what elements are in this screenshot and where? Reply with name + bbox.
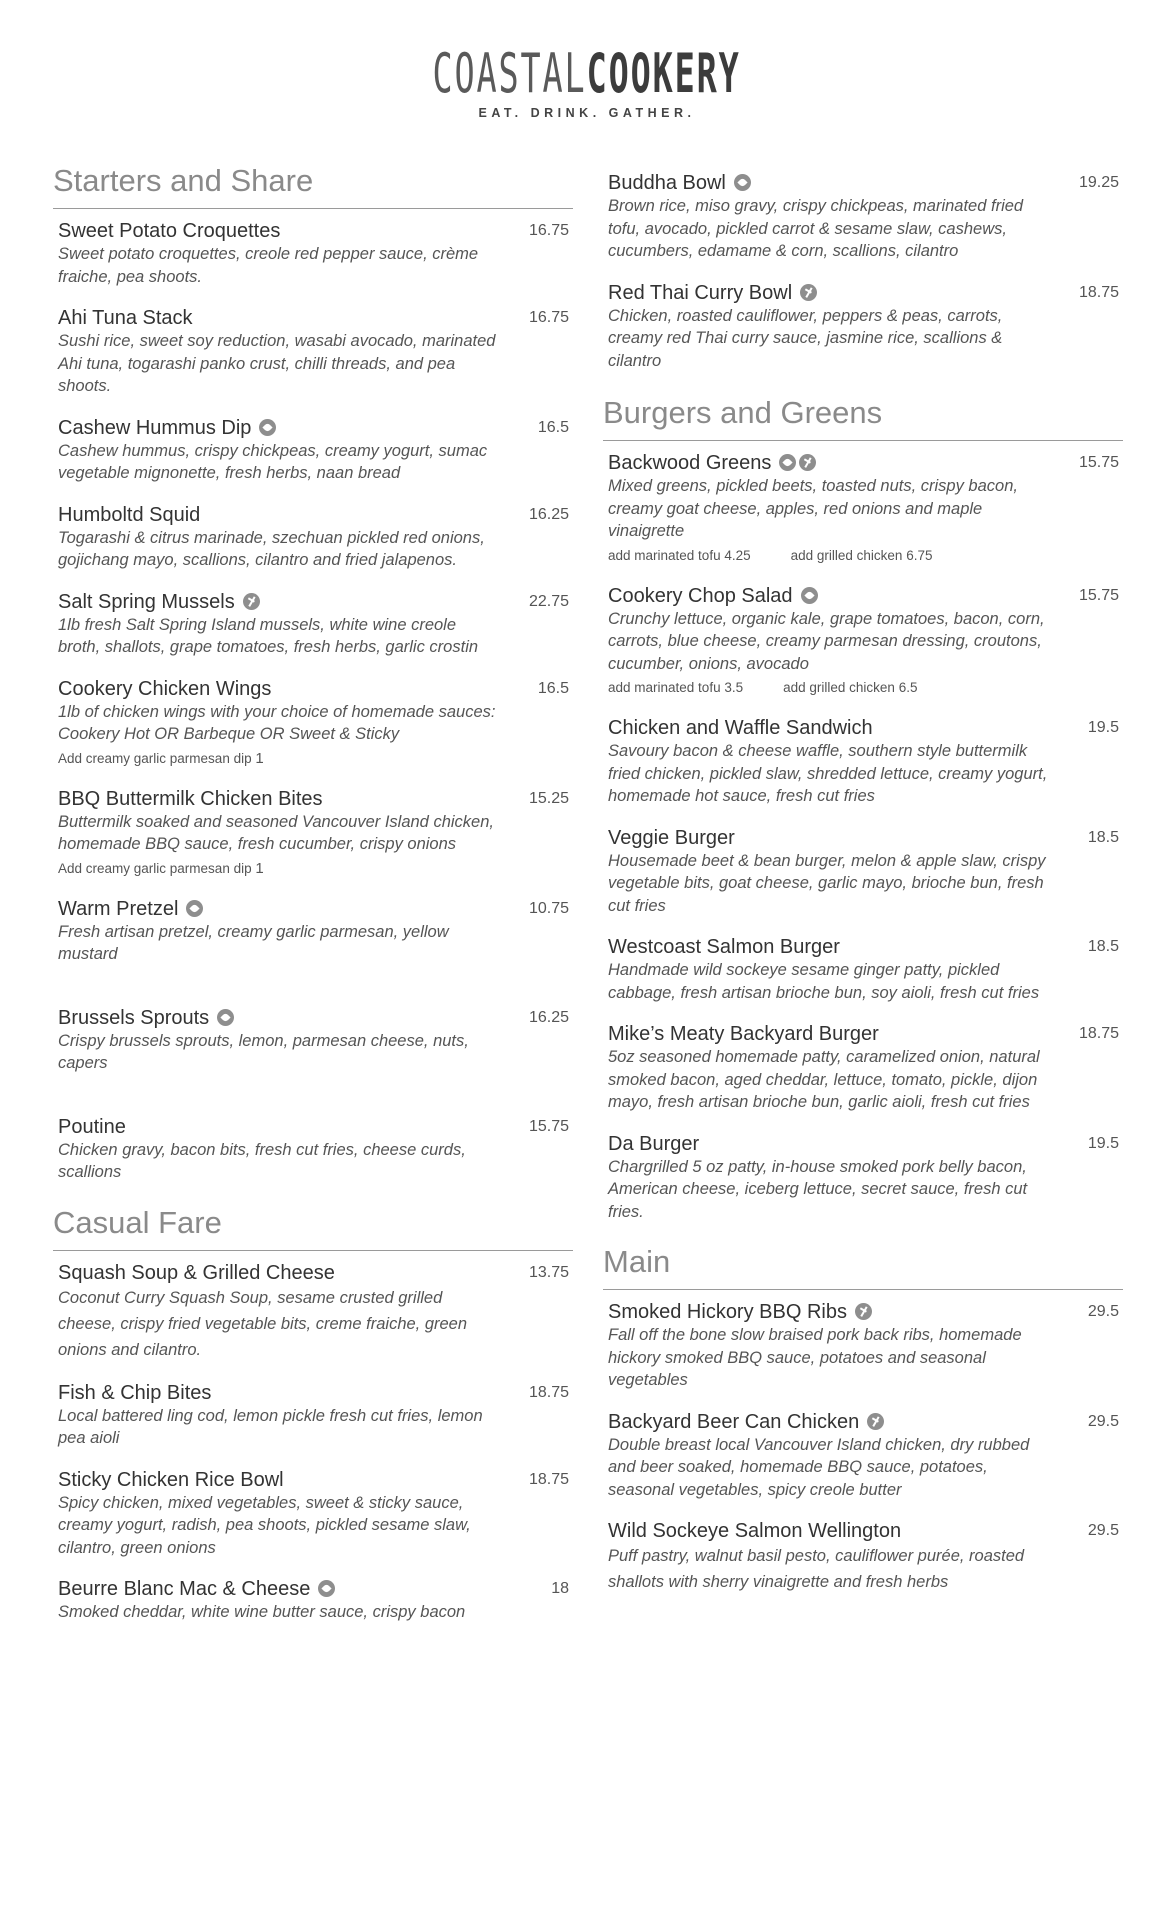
item-price: 15.75: [1078, 586, 1119, 604]
item-name: Sticky Chicken Rice Bowl: [58, 1468, 284, 1491]
item-description: Fall off the bone slow braised pork back ribs, homemade hickory smoked BBQ sauce, potatoes and seasonal vegetables: [608, 1326, 1022, 1389]
menu-item: [53, 1468, 573, 1560]
item-price: 15.25: [528, 789, 569, 807]
item-name: Smoked Hickory BBQ Ribs: [608, 1301, 847, 1323]
section-title: Casual Fare: [53, 1202, 573, 1251]
item-description: Spicy chicken, mixed vegetables, sweet & sticky sauce, creamy yogurt, radish, pea shoots, pickled sesame slaw, cilantro, green onions: [58, 1493, 471, 1557]
item-name: Westcoast Salmon Burger: [608, 936, 840, 958]
right-column: [603, 160, 1123, 1613]
item-price: 18.5: [1087, 938, 1119, 955]
item-name: Red Thai Curry Bowl: [608, 281, 793, 304]
section-title: Burgers and Greens: [603, 392, 1123, 441]
item-name: Humboltd Squid: [58, 503, 201, 526]
item-name-row: [58, 897, 569, 921]
item-price: 18.75: [1078, 283, 1119, 301]
item-name: Buddha Bowl: [608, 172, 726, 194]
gluten-free-icon: [800, 284, 817, 301]
menu-item: [603, 1022, 1123, 1114]
gluten-free-icon: [855, 1303, 872, 1320]
item-name: Ahi Tuna Stack: [58, 307, 193, 329]
item-price: 29.5: [1087, 1522, 1119, 1539]
item-name: Mike’s Meaty Backyard Burger: [608, 1023, 879, 1045]
item-price: 16.5: [537, 679, 569, 697]
leaf-icon: [779, 454, 796, 471]
item-description: Smoked cheddar, white wine butter sauce, crispy bacon: [58, 1603, 466, 1621]
item-name-row: [608, 1410, 1119, 1434]
addon-price: 1: [255, 859, 264, 877]
menu-item: [603, 171, 1123, 263]
brand-tagline: EAT. DRINK. GATHER.: [478, 106, 696, 120]
section-starters: [53, 160, 573, 1184]
item-price: 29.5: [1087, 1303, 1119, 1320]
item-description: Housemade beet & bean burger, melon & apple slaw, crispy vegetable bits, goat cheese, garlic mayo, brioche bun, fresh cut fries: [608, 851, 1046, 915]
item-name-row: [608, 584, 1119, 608]
item-name: Da Burger: [608, 1132, 700, 1155]
item-name: Sweet Potato Croquettes: [58, 220, 281, 242]
menu-item: [603, 1410, 1123, 1502]
menu-item: [53, 1577, 573, 1624]
section-burgers: [603, 392, 1123, 1223]
item-name: Brussels Sprouts: [58, 1006, 210, 1029]
addon-label: add grilled chicken: [783, 680, 895, 695]
menu-item: [603, 584, 1123, 699]
menu-item: [53, 306, 573, 398]
gluten-free-icon: [799, 454, 816, 471]
brand-title-bold: COOKERY: [587, 42, 742, 105]
item-description: Brown rice, miso gravy, crispy chickpeas, marinated fried tofu, avocado, pickled carrot & sesame slaw, cashews, cucumbers, edamame & corn, scallions, cilantro: [608, 197, 1024, 260]
item-description: Coconut Curry Squash Soup, sesame crusted grilled cheese, crispy fried vegetable bits, creme fraiche, green onions and cilantro.: [58, 1288, 468, 1359]
item-price: 15.75: [1078, 454, 1119, 471]
addon-price: 4.25: [724, 547, 751, 563]
menu-item: [53, 1006, 573, 1075]
menu-item: [53, 1115, 573, 1184]
addon-label: Add creamy garlic parmesan dip: [58, 860, 252, 876]
menu-item: [603, 935, 1123, 1004]
item-name: Cashew Hummus Dip: [58, 416, 252, 439]
item-description: Togarashi & citrus marinade, szechuan pickled red onions, gojichang mayo, scallions, cilantro and fried jalapenos.: [58, 528, 485, 569]
item-name: Beurre Blanc Mac & Cheese: [58, 1578, 311, 1600]
item-price: 13.75: [528, 1263, 569, 1281]
item-price: 16.25: [528, 505, 569, 523]
item-description: Sweet potato croquettes, creole red pepper sauce, crème fraiche, pea shoots.: [58, 245, 479, 286]
item-price: 16.75: [528, 222, 569, 239]
addon-price: 1: [255, 749, 264, 767]
brand-title: [433, 44, 741, 104]
item-price: 18.75: [528, 1470, 569, 1488]
item-price: 18.75: [528, 1383, 569, 1401]
item-price: 22.75: [528, 592, 569, 610]
item-name: Chicken and Waffle Sandwich: [608, 717, 873, 739]
item-name-row: [608, 1300, 1119, 1324]
section-bowls: [603, 171, 1123, 372]
item-description: Local battered ling cod, lemon pickle fresh cut fries, lemon pea aioli: [58, 1406, 483, 1447]
item-price: 19.5: [1087, 719, 1119, 736]
menu-item: [53, 590, 573, 659]
item-price: 19.25: [1078, 174, 1119, 191]
leaf-icon: [186, 900, 203, 917]
addon-label: add grilled chicken: [790, 547, 903, 563]
item-price: 16.5: [537, 418, 569, 436]
item-name-row: [58, 416, 569, 440]
menu-item: [603, 826, 1123, 918]
item-addon: [608, 546, 1119, 566]
menu-item: [603, 1132, 1123, 1224]
item-name-row: [608, 171, 1119, 195]
item-name: Poutine: [58, 1115, 126, 1138]
menu-item: [53, 1381, 573, 1450]
brand-title-light: COASTAL: [432, 42, 587, 105]
item-name-row: [58, 1006, 569, 1030]
item-description: Buttermilk soaked and seasoned Vancouver Island chicken, homemade BBQ sauce, fresh cucumber, crispy onions: [58, 812, 494, 853]
item-name: Cookery Chop Salad: [608, 584, 793, 607]
item-description: Double breast local Vancouver Island chicken, dry rubbed and beer soaked, homemade BBQ sauce, potatoes, seasonal vegetables, spicy creole butter: [608, 1435, 1030, 1499]
item-price: 16.25: [528, 1008, 569, 1026]
menu-item: [53, 503, 573, 572]
item-name: Cookery Chicken Wings: [58, 677, 272, 700]
item-price: 19.5: [1087, 1134, 1119, 1152]
menu-item: [603, 281, 1123, 373]
menu-item: [603, 716, 1123, 808]
item-description: Cashew hummus, crispy chickpeas, creamy yogurt, sumac vegetable mignonette, fresh herbs, naan bread: [58, 441, 488, 482]
item-name: Backwood Greens: [608, 452, 772, 474]
menu-item: [53, 897, 573, 966]
item-price: 29.5: [1087, 1412, 1119, 1430]
leaf-icon: [801, 587, 818, 604]
item-price: 10.75: [528, 899, 569, 917]
item-addon: [608, 678, 1119, 698]
item-name-row: [58, 1577, 569, 1601]
left-column: [53, 160, 573, 1642]
item-name-row: [608, 281, 1119, 305]
item-description: Handmade wild sockeye sesame ginger patty, pickled cabbage, fresh artisan brioche bun, soy aioli, fresh cut fries: [608, 961, 1040, 1002]
menu-item: [53, 677, 573, 769]
item-price: 18.5: [1087, 828, 1119, 846]
gluten-free-icon: [243, 593, 260, 610]
item-description: Sushi rice, sweet soy reduction, wasabi avocado, marinated Ahi tuna, togarashi panko crust, chilli threads, and pea shoots.: [58, 332, 496, 395]
item-price: 15.75: [528, 1117, 569, 1135]
item-description: Crunchy lettuce, organic kale, grape tomatoes, bacon, corn, carrots, blue cheese, creamy parmesan dressing, croutons, cucumber, onions, avocado: [608, 609, 1045, 673]
item-price: 16.75: [528, 309, 569, 326]
item-name: Wild Sockeye Salmon Wellington: [608, 1520, 902, 1542]
item-description: Mixed greens, pickled beets, toasted nuts, crispy bacon, creamy goat cheese, apples, red onions and maple vinaigrette: [608, 477, 1018, 540]
addon-label: Add creamy garlic parmesan dip: [58, 750, 252, 766]
leaf-icon: [318, 1580, 335, 1597]
item-description: Fresh artisan pretzel, creamy garlic parmesan, yellow mustard: [58, 922, 449, 963]
section-title: Main: [603, 1241, 1123, 1290]
menu-item: [603, 1519, 1123, 1595]
leaf-icon: [734, 174, 751, 191]
menu-item: [53, 219, 573, 288]
item-description: 5oz seasoned homemade patty, caramelized onion, natural smoked bacon, aged cheddar, lettuce, tomato, pickle, dijon mayo, fresh artisan brioche bun, garlic aioli, fresh cut fries: [608, 1048, 1040, 1111]
addon-price: 6.5: [898, 680, 918, 695]
item-description: Savoury bacon & cheese waffle, southern style buttermilk fried chicken, pickled slaw, shredded lettuce, creamy yogurt, homemade hot sauce, fresh cut fries: [608, 742, 1048, 805]
menu-item: [53, 416, 573, 485]
item-description: Crispy brussels sprouts, lemon, parmesan cheese, nuts, capers: [58, 1031, 469, 1072]
item-price: 18.75: [1078, 1025, 1119, 1042]
item-name: Fish & Chip Bites: [58, 1381, 212, 1404]
section-casual: [53, 1202, 573, 1624]
addon-label: add marinated tofu: [608, 680, 721, 695]
item-addon: [58, 859, 569, 879]
menu-item: [603, 451, 1123, 566]
item-name: Backyard Beer Can Chicken: [608, 1410, 860, 1433]
addon-price: 6.75: [906, 547, 933, 563]
item-description: 1lb fresh Salt Spring Island mussels, white wine creole broth, shallots, grape tomatoes, fresh herbs, garlic crostin: [58, 615, 479, 656]
leaf-icon: [259, 419, 276, 436]
item-description: 1lb of chicken wings with your choice of homemade sauces: Cookery Hot OR Barbeque OR Sweet & Sticky: [58, 702, 496, 743]
item-name: Veggie Burger: [608, 826, 735, 849]
item-name: BBQ Buttermilk Chicken Bites: [58, 787, 323, 810]
item-price: 18: [551, 1580, 569, 1597]
item-description: Puff pastry, walnut basil pesto, cauliflower purée, roasted shallots with sherry vinaigrette and fresh herbs: [608, 1547, 1025, 1591]
item-description: Chargrilled 5 oz patty, in-house smoked pork belly bacon, American cheese, iceberg lettuce, secret sauce, fresh cut fries.: [608, 1157, 1028, 1221]
item-name-row: [608, 451, 1119, 475]
menu-item: [603, 1300, 1123, 1392]
item-description: Chicken, roasted cauliflower, peppers & peas, carrots, creamy red Thai curry sauce, jasmine rice, scallions & cilantro: [608, 306, 1003, 370]
item-description: Chicken gravy, bacon bits, fresh cut fries, cheese curds, scallions: [58, 1140, 466, 1181]
section-title: Starters and Share: [53, 160, 573, 209]
addon-price: 3.5: [724, 680, 744, 695]
menu-item: [53, 787, 573, 879]
menu-item: [53, 1261, 573, 1363]
section-main: [603, 1241, 1123, 1595]
brand-logo: [0, 44, 1174, 120]
item-addon: [58, 749, 569, 769]
item-name: Warm Pretzel: [58, 897, 179, 920]
item-name: Squash Soup & Grilled Cheese: [58, 1261, 335, 1284]
addon-label: add marinated tofu: [608, 547, 721, 563]
item-name-row: [58, 590, 569, 614]
item-name: Salt Spring Mussels: [58, 590, 235, 613]
leaf-icon: [217, 1009, 234, 1026]
gluten-free-icon: [867, 1413, 884, 1430]
